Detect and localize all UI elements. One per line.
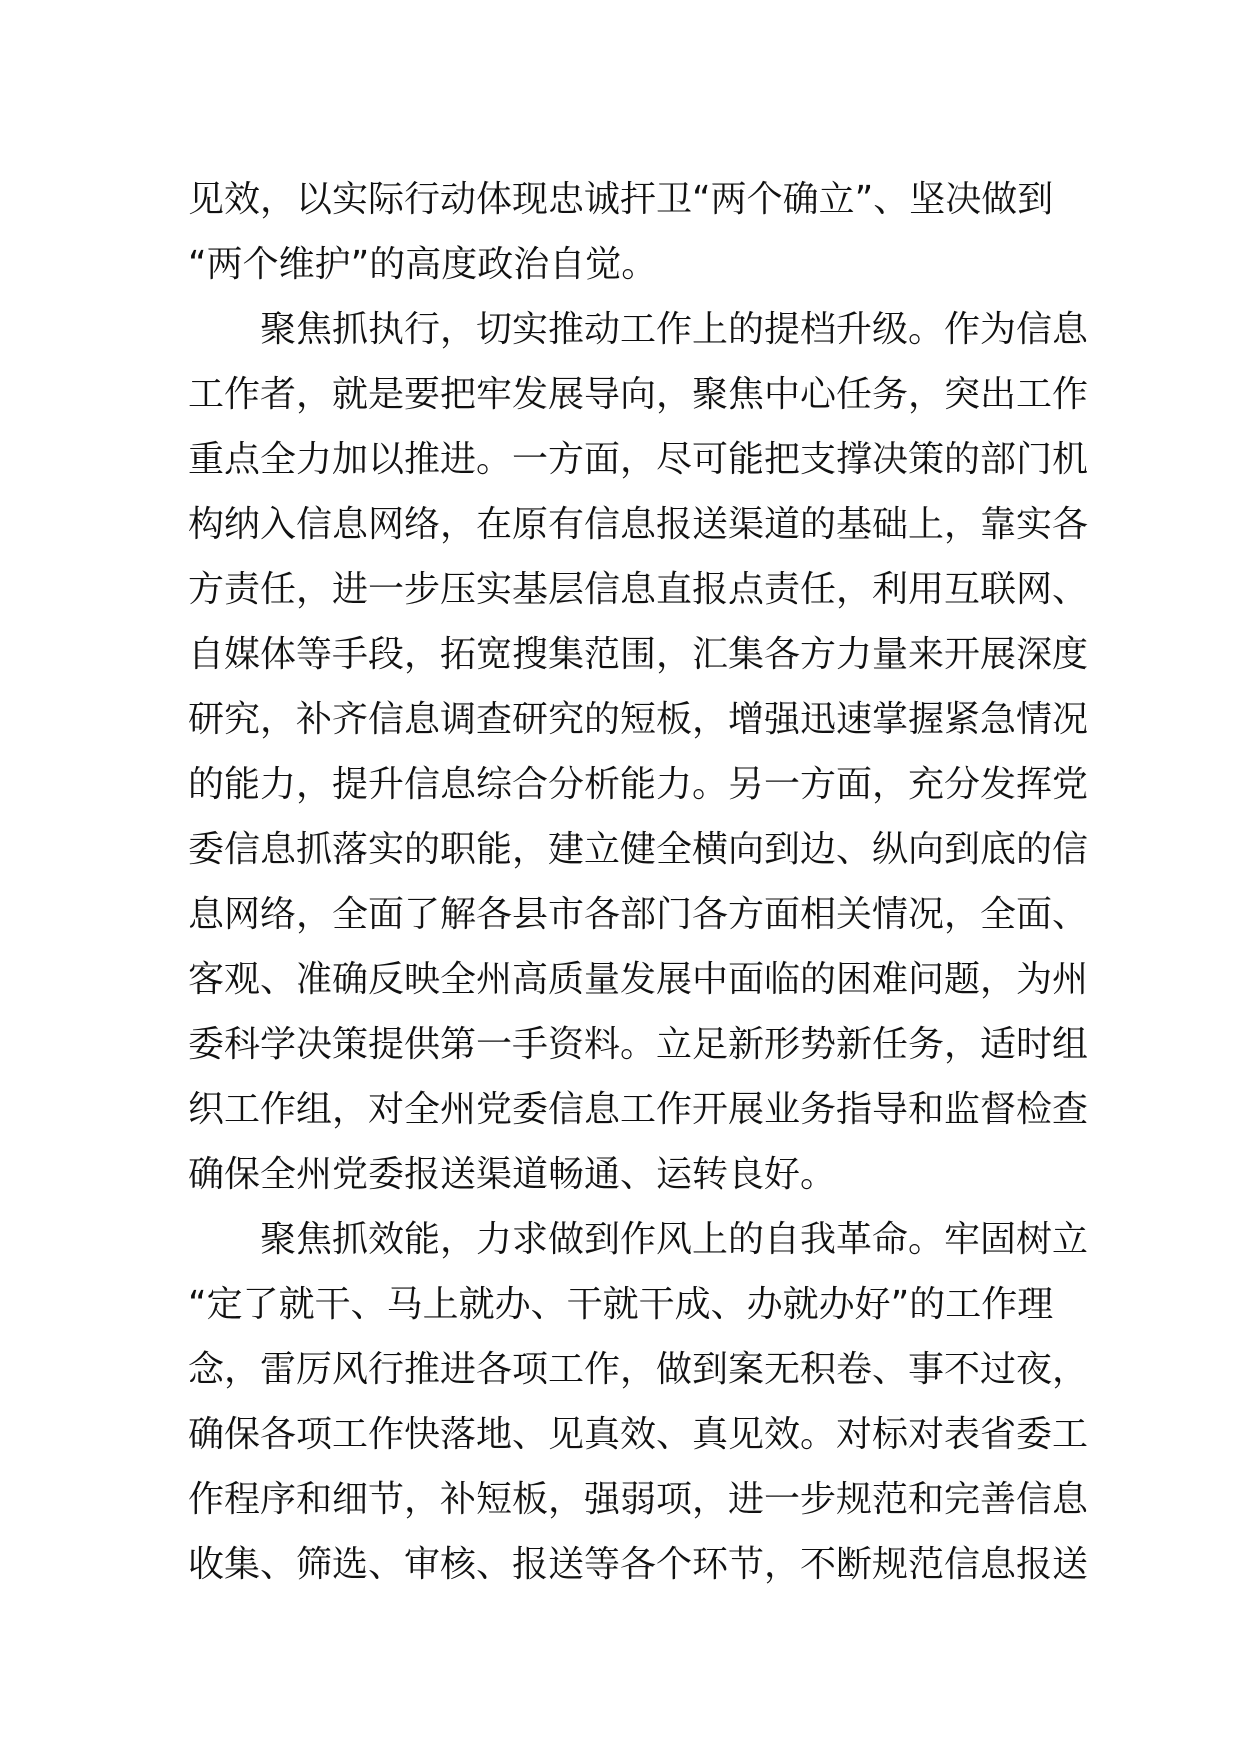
- text-line: 的能力，提升信息综合分析能力。另一方面，充分发挥党: [188, 764, 1089, 805]
- text-line: 确保全州党委报送渠道畅通、运转良好。: [188, 1154, 837, 1195]
- paragraph-2: [188, 297, 1089, 1207]
- text-line: 收集、筛选、审核、报送等各个环节，不断规范信息报送: [188, 1544, 1089, 1585]
- text-line: 构纳入信息网络，在原有信息报送渠道的基础上，靠实各: [188, 504, 1089, 545]
- text-line: 息网络，全面了解各县市各部门各方面相关情况，全面、: [188, 894, 1089, 935]
- text-line: 方责任，进一步压实基层信息直报点责任，利用互联网、: [188, 569, 1089, 610]
- paragraph-1: [188, 167, 1053, 297]
- body-text: [188, 167, 1089, 1597]
- text-line: 织工作组，对全州党委信息工作开展业务指导和监督检查: [188, 1089, 1089, 1130]
- paragraph-3: [188, 1207, 1089, 1597]
- text-line: 委信息抓落实的职能，建立健全横向到边、纵向到底的信: [188, 829, 1089, 870]
- text-line: 重点全力加以推进。一方面，尽可能把支撑决策的部门机: [188, 439, 1089, 480]
- text-line: 委科学决策提供第一手资料。立足新形势新任务，适时组: [188, 1024, 1089, 1065]
- text-line: 研究，补齐信息调查研究的短板，增强迅速掌握紧急情况: [188, 699, 1089, 740]
- text-line: 聚焦抓效能，力求做到作风上的自我革命。牢固树立: [260, 1219, 1089, 1260]
- text-line: “定了就干、马上就办、干就干成、办就办好”的工作理: [188, 1284, 1054, 1325]
- text-line: 工作者，就是要把牢发展导向，聚焦中心任务，突出工作: [188, 374, 1089, 415]
- text-line: 见效，以实际行动体现忠诚扞卫“两个确立”、坚决做到: [188, 179, 1054, 220]
- text-line: 客观、准确反映全州高质量发展中面临的困难问题，为州: [188, 959, 1089, 1000]
- text-line: 念，雷厉风行推进各项工作，做到案无积卷、事不过夜，: [188, 1349, 1089, 1390]
- text-line: 确保各项工作快落地、见真效、真见效。对标对表省委工: [188, 1414, 1089, 1455]
- text-line: 自媒体等手段，拓宽搜集范围，汇集各方力量来开展深度: [188, 634, 1089, 675]
- text-line: 聚焦抓执行，切实推动工作上的提档升级。作为信息: [260, 309, 1089, 350]
- text-line: 作程序和细节，补短板，强弱项，进一步规范和完善信息: [188, 1479, 1089, 1520]
- text-line: “两个维护”的高度政治自觉。: [188, 244, 658, 285]
